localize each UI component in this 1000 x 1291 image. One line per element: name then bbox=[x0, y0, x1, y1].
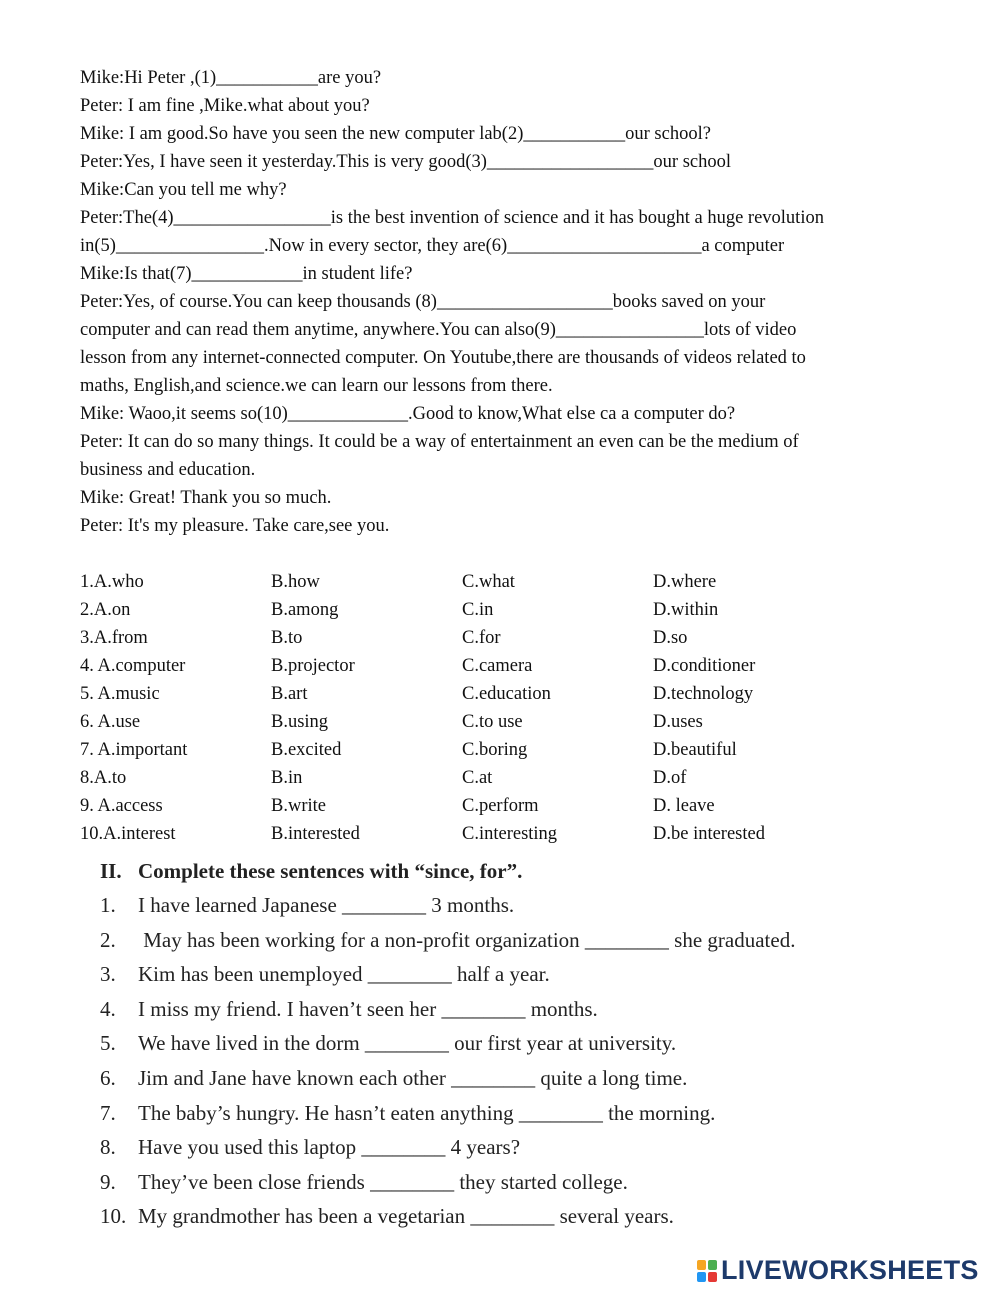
dialogue-line: Peter:Yes, I have seen it yesterday.This is very good(3)__________________our school bbox=[80, 152, 731, 172]
option-a[interactable]: 10.A.interest bbox=[80, 824, 176, 844]
sentence-text[interactable]: The baby’s hungry. He hasn’t eaten anything ________ the morning. bbox=[138, 1100, 716, 1125]
sentence-number: 1. bbox=[100, 893, 116, 917]
dialogue-line: Mike:Can you tell me why? bbox=[80, 180, 287, 200]
option-row bbox=[80, 624, 960, 652]
sentence-text[interactable]: We have lived in the dorm ________ our first year at university. bbox=[138, 1031, 677, 1056]
sentence-text[interactable]: They’ve been close friends ________ they started college. bbox=[138, 1169, 628, 1194]
option-c[interactable]: C.boring bbox=[462, 740, 528, 760]
option-c[interactable]: C.camera bbox=[462, 656, 533, 676]
sentence-text[interactable]: My grandmother has been a vegetarian ________ several years. bbox=[138, 1204, 674, 1229]
section-title: Complete these sentences with “since, for”. bbox=[138, 859, 523, 883]
option-d[interactable]: D.uses bbox=[653, 712, 703, 732]
answer-options-table bbox=[80, 568, 960, 848]
sentence-number: 7. bbox=[100, 1100, 116, 1125]
sentence-text[interactable]: Kim has been unemployed ________ half a year. bbox=[138, 962, 550, 987]
section-number: II. bbox=[100, 859, 122, 883]
option-row bbox=[80, 708, 960, 736]
option-a[interactable]: 9. A.access bbox=[80, 796, 163, 816]
option-a[interactable]: 7. A.important bbox=[80, 740, 188, 760]
section-since-for bbox=[100, 855, 980, 1234]
option-b[interactable]: B.in bbox=[271, 768, 303, 788]
sentence-number: 9. bbox=[100, 1169, 116, 1194]
sentence-item bbox=[100, 1061, 980, 1096]
dialogue-line: maths, English,and science.we can learn our lessons from there. bbox=[80, 376, 553, 396]
option-row bbox=[80, 652, 960, 680]
logo-block bbox=[697, 1272, 706, 1282]
option-c[interactable]: C.in bbox=[462, 600, 494, 620]
logo-block bbox=[697, 1260, 706, 1270]
option-row bbox=[80, 792, 960, 820]
option-a[interactable]: 3.A.from bbox=[80, 628, 148, 648]
option-d[interactable]: D.where bbox=[653, 572, 717, 592]
dialogue-passage bbox=[80, 64, 960, 540]
option-a[interactable]: 8.A.to bbox=[80, 768, 127, 788]
sentence-item bbox=[100, 888, 980, 923]
option-b[interactable]: B.interested bbox=[271, 824, 360, 844]
dialogue-line: Mike: Great! Thank you so much. bbox=[80, 488, 332, 508]
dialogue-line: Peter: It's my pleasure. Take care,see you. bbox=[80, 516, 390, 536]
sentence-text[interactable]: I have learned Japanese ________ 3 months. bbox=[138, 893, 515, 917]
dialogue-line: lesson from any internet-connected computer. On Youtube,there are thousands of videos related to bbox=[80, 348, 806, 368]
dialogue-line: Mike: I am good.So have you seen the new computer lab(2)___________our school? bbox=[80, 124, 711, 144]
sentence-item bbox=[100, 1130, 980, 1165]
option-d[interactable]: D.technology bbox=[653, 684, 754, 704]
dialogue-line: Peter: It can do so many things. It could be a way of entertainment an even can be the medium of bbox=[80, 432, 799, 452]
dialogue-line: computer and can read them anytime, anywhere.You can also(9)________________lots of video bbox=[80, 320, 797, 340]
sentence-number: 3. bbox=[100, 962, 116, 987]
option-a[interactable]: 5. A.music bbox=[80, 684, 160, 704]
liveworksheets-logo bbox=[697, 1255, 979, 1286]
option-b[interactable]: B.using bbox=[271, 712, 329, 732]
sentence-text[interactable]: May has been working for a non-profit organization ________ she graduated. bbox=[138, 927, 796, 952]
option-d[interactable]: D.be interested bbox=[653, 824, 765, 844]
option-d[interactable]: D.of bbox=[653, 768, 687, 788]
sentence-number: 4. bbox=[100, 996, 116, 1021]
sentence-number: 6. bbox=[100, 1065, 116, 1090]
logo-blocks-icon bbox=[697, 1260, 717, 1282]
option-row bbox=[80, 736, 960, 764]
option-b[interactable]: B.art bbox=[271, 684, 308, 704]
option-a[interactable]: 1.A.who bbox=[80, 572, 144, 592]
dialogue-line: Mike:Hi Peter ,(1)___________are you? bbox=[80, 68, 382, 88]
option-a[interactable]: 4. A.computer bbox=[80, 656, 186, 676]
option-c[interactable]: C.what bbox=[462, 572, 515, 592]
dialogue-line: business and education. bbox=[80, 460, 256, 480]
dialogue-line: Peter: I am fine ,Mike.what about you? bbox=[80, 96, 370, 116]
option-b[interactable]: B.to bbox=[271, 628, 303, 648]
dialogue-line: Mike: Waoo,it seems so(10)_____________.Good to know,What else ca a computer do? bbox=[80, 404, 736, 424]
sentence-number: 8. bbox=[100, 1135, 116, 1160]
sentence-item bbox=[100, 1165, 980, 1200]
option-b[interactable]: B.excited bbox=[271, 740, 342, 760]
option-row bbox=[80, 568, 960, 596]
sentence-item bbox=[100, 1096, 980, 1131]
option-row bbox=[80, 680, 960, 708]
section-heading bbox=[100, 855, 980, 888]
sentence-item bbox=[100, 1026, 980, 1061]
option-c[interactable]: C.perform bbox=[462, 796, 539, 816]
dialogue-line: Peter:The(4)_________________is the best invention of science and it has bought a huge revolution bbox=[80, 208, 824, 228]
sentence-item bbox=[100, 923, 980, 958]
sentence-item bbox=[100, 1199, 980, 1234]
sentence-number: 2. bbox=[100, 927, 116, 952]
option-d[interactable]: D.within bbox=[653, 600, 719, 620]
sentence-text[interactable]: Have you used this laptop ________ 4 years? bbox=[138, 1135, 521, 1160]
option-a[interactable]: 6. A.use bbox=[80, 712, 141, 732]
option-row bbox=[80, 820, 960, 848]
option-b[interactable]: B.among bbox=[271, 600, 339, 620]
dialogue-line: Peter:Yes, of course.You can keep thousands (8)___________________books saved on your bbox=[80, 292, 766, 312]
option-d[interactable]: D.so bbox=[653, 628, 688, 648]
option-c[interactable]: C.interesting bbox=[462, 824, 558, 844]
option-row bbox=[80, 764, 960, 792]
option-d[interactable]: D.beautiful bbox=[653, 740, 737, 760]
option-row bbox=[80, 596, 960, 624]
option-b[interactable]: B.projector bbox=[271, 656, 355, 676]
logo-block bbox=[708, 1272, 717, 1282]
sentence-number: 5. bbox=[100, 1031, 116, 1056]
sentence-item bbox=[100, 992, 980, 1027]
option-c[interactable]: C.education bbox=[462, 684, 551, 704]
dialogue-line: in(5)________________.Now in every sector, they are(6)_____________________a computer bbox=[80, 236, 785, 256]
sentence-text[interactable]: Jim and Jane have known each other ________ quite a long time. bbox=[138, 1065, 688, 1090]
option-c[interactable]: C.for bbox=[462, 628, 501, 648]
logo-block bbox=[708, 1260, 717, 1270]
sentence-text[interactable]: I miss my friend. I haven’t seen her ________ months. bbox=[138, 996, 598, 1021]
dialogue-line: Mike:Is that(7)____________in student life? bbox=[80, 264, 413, 284]
logo-text: LIVEWORKSHEETS bbox=[721, 1255, 979, 1285]
sentence-item bbox=[100, 957, 980, 992]
option-a[interactable]: 2.A.on bbox=[80, 600, 131, 620]
option-b[interactable]: B.write bbox=[271, 796, 326, 816]
option-c[interactable]: C.at bbox=[462, 768, 493, 788]
option-c[interactable]: C.to use bbox=[462, 712, 523, 732]
sentence-number: 10. bbox=[100, 1204, 127, 1229]
option-b[interactable]: B.how bbox=[271, 572, 320, 592]
option-d[interactable]: D. leave bbox=[653, 796, 715, 816]
option-d[interactable]: D.conditioner bbox=[653, 656, 756, 676]
